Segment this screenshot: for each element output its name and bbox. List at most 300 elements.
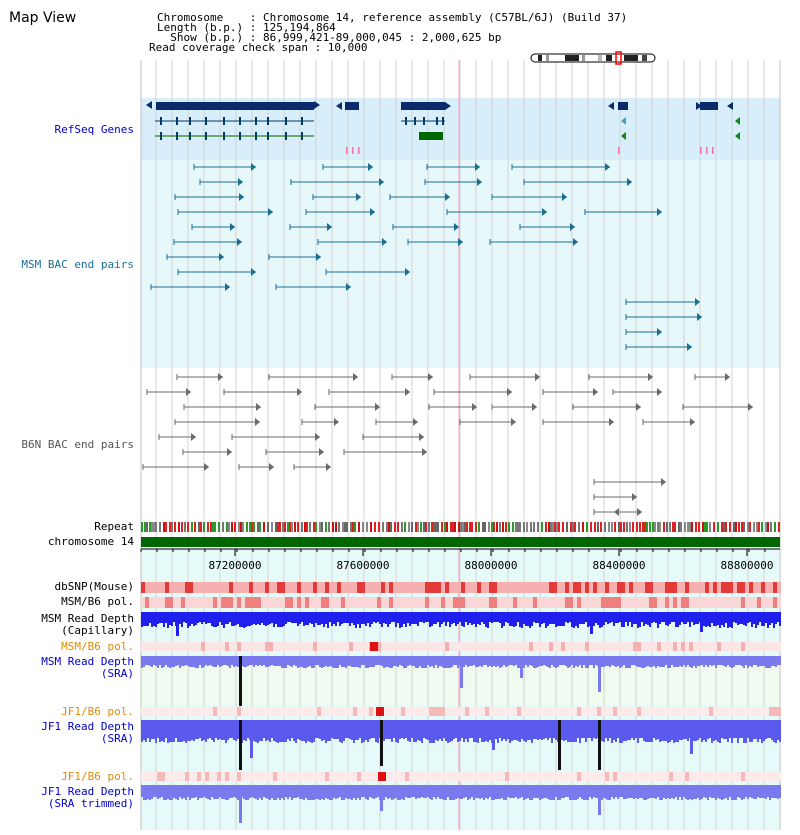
repeat-segment (537, 522, 539, 532)
depth-bar (273, 612, 275, 627)
depth-bar (675, 612, 677, 627)
heat-cell (737, 707, 741, 716)
heat-cell (369, 707, 373, 716)
heat-cell (305, 582, 309, 593)
heat-cell (369, 597, 373, 608)
depth-bar (659, 612, 661, 624)
repeat-segment (466, 522, 468, 532)
depth-bar (609, 612, 611, 623)
heat-cell (253, 707, 257, 716)
track-label-msm-depth-cap[interactable]: MSM Read Depth (41, 612, 134, 625)
depth-bar (721, 785, 723, 800)
heat-cell (649, 772, 653, 781)
heat-cell (653, 707, 657, 716)
track-label-msm-b6-pol-2[interactable]: MSM/B6 pol. (61, 640, 134, 653)
heat-cell (769, 707, 773, 716)
bac-end-arrow (375, 403, 380, 411)
track-label-refseq[interactable]: RefSeq Genes (54, 123, 134, 136)
depth-bar (655, 612, 657, 623)
page-title: Map View (9, 10, 77, 26)
depth-bar (153, 612, 155, 626)
depth-bar (741, 612, 743, 624)
heat-cell (473, 707, 477, 716)
heat-cell (737, 597, 741, 608)
repeat-segment (608, 522, 610, 532)
depth-bar (559, 612, 561, 626)
depth-bar (521, 785, 523, 797)
heat-cell (401, 642, 405, 651)
heat-cell (221, 772, 225, 781)
heat-cell (537, 707, 541, 716)
repeat-segment (636, 522, 638, 532)
depth-bar (529, 785, 531, 800)
depth-bar (219, 785, 221, 797)
repeat-segment (626, 522, 628, 532)
depth-bar (497, 656, 499, 666)
heat-cell (641, 582, 645, 593)
depth-bar (661, 656, 663, 667)
depth-bar (729, 612, 731, 627)
depth-bar (605, 720, 607, 738)
track-label-repeat: Repeat (94, 520, 134, 533)
heat-cell (461, 597, 465, 608)
heat-cell (665, 642, 669, 651)
repeat-segment (242, 522, 244, 532)
repeat-segment (408, 522, 410, 532)
depth-bar (587, 785, 589, 800)
heat-cell (325, 707, 329, 716)
depth-bar (243, 785, 245, 799)
heat-cell (605, 772, 609, 781)
heat-cell (457, 707, 461, 716)
heat-cell (225, 597, 229, 608)
repeat-segment (663, 522, 665, 532)
bac-end-arrow (725, 373, 730, 381)
depth-bar (159, 656, 161, 665)
depth-bar (601, 785, 603, 800)
depth-bar (277, 656, 279, 666)
depth-bar (399, 785, 401, 800)
track-label-jf1-depth-trim[interactable]: JF1 Read Depth (41, 785, 134, 798)
depth-bar (287, 785, 289, 799)
repeat-segment (471, 522, 473, 532)
depth-bar (141, 720, 143, 742)
depth-bar (755, 785, 757, 799)
heat-cell (613, 597, 617, 608)
depth-bar (439, 656, 441, 666)
heat-cell (593, 707, 597, 716)
exon (255, 117, 257, 125)
heat-cell (201, 707, 205, 716)
track-label-msm-bac[interactable]: MSM BAC end pairs (21, 258, 134, 271)
depth-bar (233, 720, 235, 740)
repeat-segment (761, 522, 763, 532)
repeat-segment (251, 522, 253, 532)
heat-cell (733, 642, 737, 651)
heat-cell (337, 772, 341, 781)
heat-cell (521, 642, 525, 651)
heat-cell (277, 772, 281, 781)
heat-cell (573, 582, 577, 593)
depth-bar (489, 656, 491, 666)
heat-cell (273, 707, 277, 716)
depth-bar (157, 720, 159, 738)
depth-bar (195, 656, 197, 668)
axis-tick-label: 87200000 (208, 559, 262, 572)
depth-bar (647, 656, 649, 666)
depth-bar (761, 612, 763, 626)
heat-cell (345, 642, 349, 651)
depth-bar (365, 720, 367, 740)
depth-bar (193, 612, 195, 626)
track-label-msm-depth-sra[interactable]: MSM Read Depth (41, 655, 134, 668)
heat-cell (461, 582, 465, 593)
depth-bar (485, 785, 487, 798)
heat-cell (437, 582, 441, 593)
depth-bar (471, 785, 473, 797)
heat-cell (521, 597, 525, 608)
heat-cell (401, 597, 405, 608)
depth-bar (237, 656, 239, 667)
repeat-segment (464, 522, 466, 532)
heat-cell (437, 772, 441, 781)
depth-bar (147, 720, 149, 738)
depth-bar (493, 656, 495, 666)
depth-bar (275, 612, 277, 624)
depth-bar (653, 785, 655, 798)
heat-cell (717, 707, 721, 716)
heat-cell (293, 597, 297, 608)
heat-cell (585, 707, 589, 716)
heat-cell (525, 772, 529, 781)
depth-bar (719, 720, 721, 743)
depth-bar (221, 785, 223, 799)
bac-end-arrow (353, 373, 358, 381)
depth-bar (223, 656, 225, 665)
depth-bar (503, 612, 505, 626)
depth-bar (179, 720, 181, 742)
heat-cell (485, 772, 489, 781)
depth-bar (371, 656, 373, 667)
heat-cell (585, 772, 589, 781)
heat-cell (149, 597, 153, 608)
depth-bar (549, 656, 551, 668)
repeat-segment (505, 522, 507, 532)
depth-bar (377, 785, 379, 797)
depth-bar (451, 720, 453, 741)
depth-bar (639, 720, 641, 738)
track-label-jf1-b6-pol[interactable]: JF1/B6 pol. (61, 705, 134, 718)
depth-bar (305, 612, 307, 625)
depth-bar (503, 720, 505, 739)
depth-bar (251, 612, 253, 625)
heat-cell (529, 642, 533, 651)
depth-bar (591, 656, 593, 665)
depth-bar (583, 656, 585, 665)
heat-cell (621, 642, 625, 651)
depth-bar (383, 656, 385, 668)
heat-cell (397, 642, 401, 651)
heat-cell (181, 582, 185, 593)
depth-bar (397, 785, 399, 800)
depth-bar (425, 720, 427, 739)
depth-bar (325, 785, 327, 798)
bac-end-arrow (748, 403, 753, 411)
depth-bar (719, 785, 721, 799)
depth-bar (537, 785, 539, 798)
heat-cell (553, 642, 557, 651)
heat-cell (197, 582, 201, 593)
heat-cell (581, 582, 585, 593)
depth-bar (173, 612, 175, 622)
heat-cell (753, 772, 757, 781)
depth-bar (579, 612, 581, 624)
heat-cell (445, 597, 449, 608)
depth-bar (633, 720, 635, 740)
depth-bar (423, 656, 425, 668)
heat-cell (221, 582, 225, 593)
repeat-segment (238, 522, 240, 532)
repeat-segment (304, 522, 306, 532)
repeat-segment (289, 522, 291, 532)
depth-bar (701, 656, 703, 665)
heat-cell (457, 642, 461, 651)
depth-bar (145, 656, 147, 665)
repeat-segment (460, 522, 462, 532)
heat-cell (605, 707, 609, 716)
heat-cell (189, 642, 193, 651)
depth-bar (367, 656, 369, 668)
bac-end-arrow (614, 508, 619, 516)
depth-bar (617, 656, 619, 666)
depth-bar (143, 720, 145, 740)
depth-bar (261, 612, 263, 623)
depth-bar (647, 785, 649, 799)
depth-bar (769, 656, 771, 668)
depth-bar (151, 720, 153, 739)
depth-bar (729, 785, 731, 797)
depth-bar (169, 656, 171, 668)
depth-bar (571, 720, 573, 742)
repeat-segment (149, 522, 151, 532)
track-label-jf1-depth-sra[interactable]: JF1 Read Depth (41, 720, 134, 733)
heat-cell (665, 597, 669, 608)
depth-bar (547, 785, 549, 799)
heat-cell (393, 582, 397, 593)
depth-bar (547, 612, 549, 626)
depth-bar (651, 785, 653, 798)
heat-cell (597, 642, 601, 651)
heat-cell (569, 582, 573, 593)
depth-bar (499, 720, 501, 738)
depth-bar (485, 720, 487, 741)
heat-cell (769, 597, 773, 608)
ideogram-band (538, 55, 542, 61)
snp-tick (618, 147, 620, 154)
heat-cell (669, 772, 673, 781)
heat-cell (517, 772, 521, 781)
depth-bar (207, 720, 209, 739)
depth-bar (183, 612, 185, 622)
track-label-msm-b6-pol[interactable]: MSM/B6 pol. (61, 595, 134, 608)
depth-bar (141, 656, 143, 668)
heat-cell (653, 772, 657, 781)
repeat-segment (469, 522, 471, 532)
depth-bar (199, 656, 201, 665)
exon (160, 117, 162, 125)
repeat-segment (146, 522, 148, 532)
heat-cell (313, 582, 317, 593)
depth-bar (505, 785, 507, 800)
depth-bar (743, 720, 745, 743)
depth-bar (749, 785, 751, 797)
depth-bar (405, 612, 407, 627)
depth-bar (589, 785, 591, 797)
depth-bar (467, 656, 469, 667)
heat-cell (593, 642, 597, 651)
bac-end-arrow (661, 478, 666, 486)
depth-bar (195, 785, 197, 797)
depth-bar (433, 612, 435, 624)
depth-bar (747, 656, 749, 668)
depth-bar (301, 720, 303, 741)
depth-bar (751, 656, 753, 667)
depth-bar (467, 720, 469, 742)
track-label-dbsnp[interactable]: dbSNP(Mouse) (54, 580, 134, 593)
track-label-jf1-b6-pol-2[interactable]: JF1/B6 pol. (61, 770, 134, 783)
depth-bar (749, 656, 751, 666)
depth-bar (219, 612, 221, 622)
repeat-segment (733, 522, 735, 532)
repeat-segment (294, 522, 296, 532)
track-label-b6n-bac[interactable]: B6N BAC end pairs (21, 438, 134, 451)
depth-bar (669, 612, 671, 624)
heat-cell (309, 772, 313, 781)
repeat-segment (499, 522, 501, 532)
heat-cell (437, 707, 441, 716)
depth-bar (535, 612, 537, 623)
depth-bar (279, 656, 281, 666)
depth-bar (401, 612, 403, 627)
heat-cell (557, 597, 561, 608)
heat-cell (765, 582, 769, 593)
repeat-segment (306, 522, 308, 532)
heat-cell (709, 582, 713, 593)
repeat-segment (652, 522, 654, 532)
heat-cell (777, 707, 781, 716)
depth-bar (247, 720, 249, 738)
depth-bar (573, 656, 575, 668)
depth-bar (423, 612, 425, 623)
depth-bar (341, 720, 343, 743)
heat-cell (149, 707, 153, 716)
heat-cell (393, 642, 397, 651)
depth-bar (391, 612, 393, 622)
depth-bar (761, 656, 763, 666)
heat-cell (429, 707, 433, 716)
depth-bar (467, 785, 469, 800)
heat-cell (265, 597, 269, 608)
depth-bar (155, 720, 157, 743)
heat-cell (277, 582, 281, 593)
depth-bar (631, 612, 633, 627)
heat-cell (437, 642, 441, 651)
heat-cell (749, 707, 753, 716)
depth-bar (479, 785, 481, 799)
depth-bar (255, 612, 257, 625)
depth-bar (625, 656, 627, 668)
heat-cell (745, 707, 749, 716)
heat-cell (201, 597, 205, 608)
repeat-segment (315, 522, 317, 532)
repeat-segment (590, 522, 592, 532)
depth-bar (593, 785, 595, 797)
ideogram-band (582, 55, 585, 61)
depth-bar (315, 612, 317, 623)
depth-bar (279, 612, 281, 627)
depth-bar (737, 785, 739, 797)
depth-bar (213, 656, 215, 667)
bac-end-arrow (532, 403, 537, 411)
heat-cell (481, 597, 485, 608)
depth-bar (561, 720, 563, 740)
depth-bar (671, 785, 673, 798)
heat-cell (369, 582, 373, 593)
depth-bar (709, 785, 711, 797)
repeat-segment (171, 522, 173, 532)
heat-cell (325, 582, 329, 593)
heat-cell (405, 597, 409, 608)
heat-cell (189, 582, 193, 593)
snp-tick (700, 147, 702, 154)
depth-bar (169, 612, 171, 625)
heat-cell (457, 597, 461, 608)
repeat-segment (366, 522, 368, 532)
heat-cell (749, 642, 753, 651)
depth-bar (471, 612, 473, 625)
heat-cell (257, 582, 261, 593)
snp-tick (352, 147, 354, 154)
heat-cell (597, 582, 601, 593)
depth-bar (563, 656, 565, 665)
repeat-segment (435, 522, 437, 532)
depth-bar (441, 612, 443, 624)
repeat-segment (478, 522, 480, 532)
depth-bar (777, 720, 779, 740)
heat-cell (697, 597, 701, 608)
heat-cell (417, 582, 421, 593)
depth-bar (723, 612, 725, 627)
depth-bar (387, 656, 389, 667)
heat-cell (589, 597, 593, 608)
depth-bar (411, 785, 413, 797)
depth-bar (609, 785, 611, 800)
depth-bar (311, 785, 313, 800)
repeat-segment (632, 522, 634, 532)
heat-cell (429, 642, 433, 651)
depth-bar (281, 720, 283, 742)
gene-block-green (419, 132, 443, 140)
heat-cell (281, 772, 285, 781)
exon (267, 117, 269, 125)
depth-bar (319, 720, 321, 739)
heat-cell (629, 772, 633, 781)
depth-bar (345, 656, 347, 668)
heat-cell (365, 772, 369, 781)
depth-bar (475, 785, 477, 798)
heat-cell (153, 772, 157, 781)
depth-bar (407, 720, 409, 741)
